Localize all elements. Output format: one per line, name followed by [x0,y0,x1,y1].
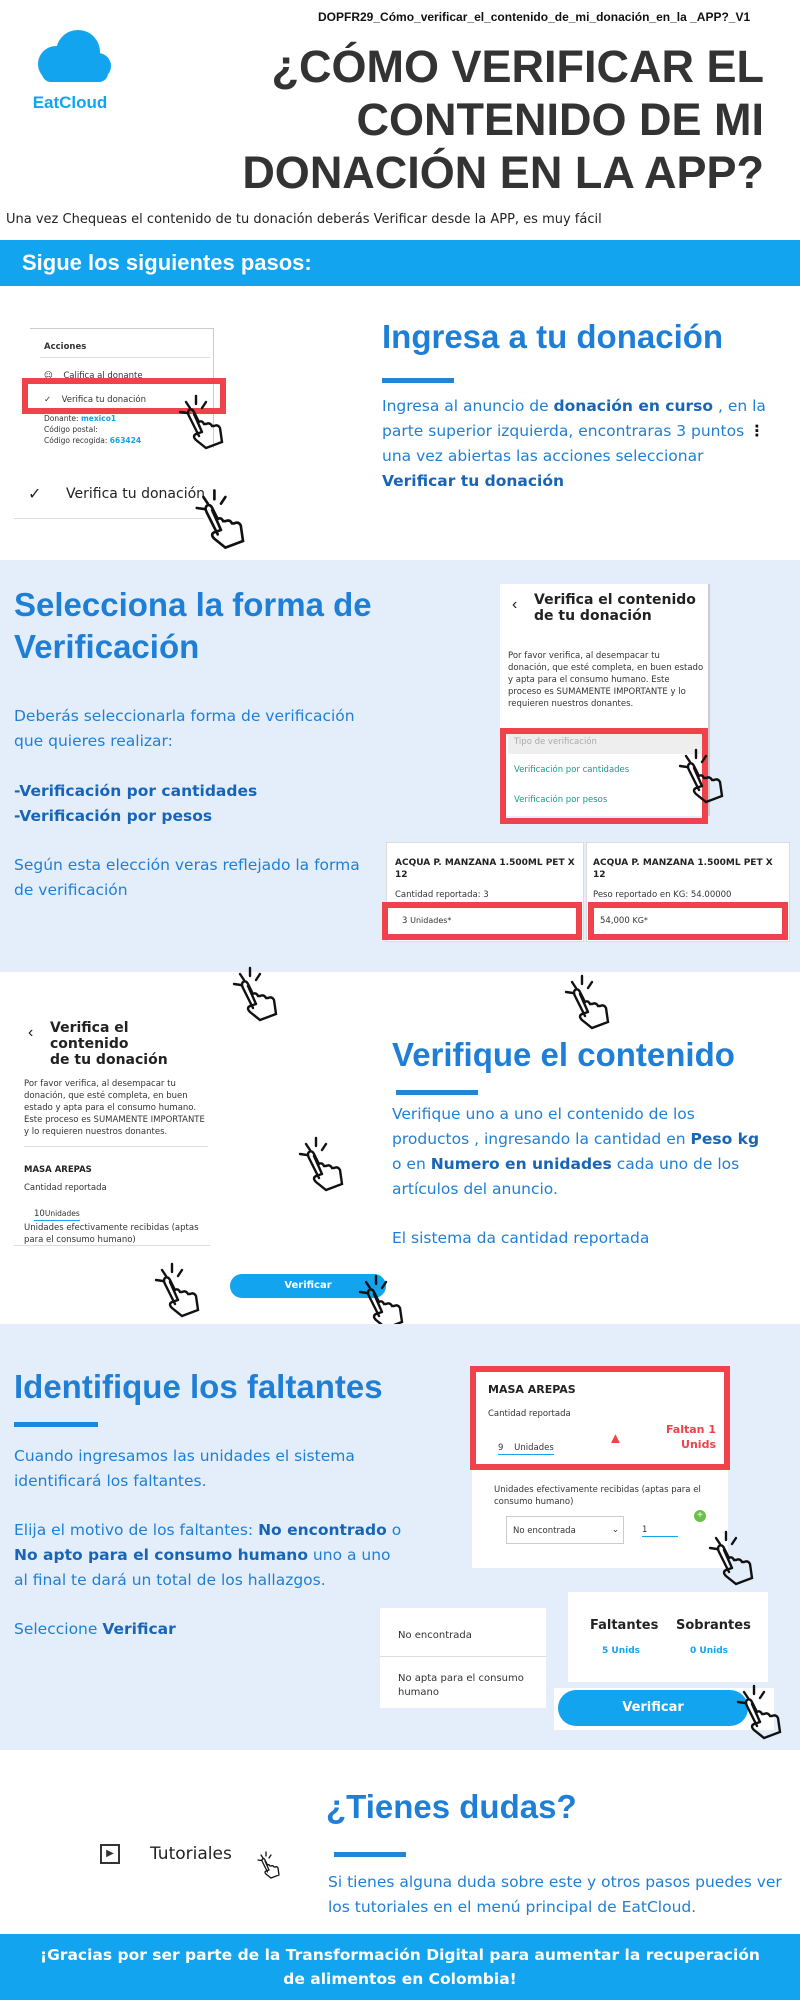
tap-hand-icon [352,1272,412,1332]
pickup-code-value: 663424 [109,436,142,445]
missing-total-label: Faltantes [590,1618,659,1633]
received-units-label: Unidades efectivamente recibidas (aptas para el consumo humano) [494,1485,701,1507]
verify-phone-screen-2 [14,996,210,1246]
footer-text [0,1943,800,1991]
verify-button-label: Verificar [284,1280,332,1291]
page-title [242,40,764,199]
step1-text: Ingresa al anuncio de donación en curso , en la parte superior izquierda, encontraras 3 puntos ⋮ una vez abiertas las acciones seleccionar Verificar tu donación [382,397,766,490]
tutorials-label: Tutoriales [150,1844,232,1864]
step4-text2: Elija el motivo de los faltantes: No encontrado o No apto para el consumo humano uno a uno al final te dará un total de los hallazgos. [14,1521,402,1589]
chevron-down-icon: ⌄ [611,1525,619,1535]
title-line-1: ¿CÓMO VERIFICAR EL [271,41,764,92]
step4-text3: Seleccione Verificar [14,1620,176,1638]
step4-text1: Cuando ingresamos las unidades el sistema identificará los faltantes. [14,1447,355,1490]
step4-section [0,1324,800,1750]
missing-quantity[interactable] [498,1442,554,1455]
tap-hand-icon [730,1682,790,1742]
reported-weight: Peso reportado en KG: 54.00000 [593,890,732,900]
footer-banner [0,1934,800,2000]
phone-desc: Por favor verifica, al desempacar tu donación, que esté completa, en buen estado y apta para el consumo humano. Este proceso es SUMAMENTE IMPORTANTE y lo requieren nuestros donantes. [24,1079,205,1137]
faq-section [0,1750,800,1934]
menu-divider [14,518,204,519]
add-reason-icon[interactable]: + [694,1510,706,1522]
eatcloud-logo [28,26,112,116]
tap-hand-icon [188,486,254,552]
donor-value: mexico1 [80,414,117,423]
steps-banner-text: Sigue los siguientes pasos: [22,250,312,275]
doc-code: DOPFR29_Cómo_verificar_el_contenido_de_mi_donación_en_la _APP?_V1 [318,10,751,24]
verify-button-label: Verificar [622,1700,684,1715]
logo-text: EatCloud [32,93,108,112]
step3-text: Verifique uno a uno el contenido de los productos , ingresando la cantidad en Peso kg o en Numero en unidades cada uno de los artículos del anuncio. El sistema da cantidad reportada [392,1102,772,1251]
verify-donation-label: Verifica tu donación [61,395,146,405]
reason-option-not-fit[interactable]: No apta para el consumo humano [398,1673,524,1698]
missing-count: Faltan 1 Unids [665,1423,716,1451]
check-big-icon: ✓ [28,486,42,503]
tap-hand-icon [292,1134,352,1194]
quantity-unit: Unidades [514,1443,554,1453]
title-line-2: CONTENIDO DE MI [356,94,764,145]
option-quantities: -Verificación por cantidades [14,782,258,800]
three-dots-icon: ⋮ [749,422,765,440]
quantity-value: 3 [402,916,408,926]
tap-hand-icon [226,964,286,1024]
option-weights: -Verificación por pesos [14,807,213,825]
option-weights-item[interactable]: Verificación por pesos [514,795,608,805]
smiley-icon: ☺ [44,371,53,381]
warning-icon: ▲ [608,1430,623,1447]
tap-hand-icon [672,746,732,806]
play-icon: ▶ [100,1844,120,1864]
faq-title: ¿Tienes dudas? [326,1788,577,1825]
step2-title [14,584,372,668]
step3-text2: El sistema da cantidad reportada [392,1229,650,1247]
tap-hand-icon [558,972,618,1032]
quantity-value: 10 [34,1209,45,1219]
cloud-icon [28,26,112,86]
received-units-label: Unidades efectivamente recibidas (aptas para el consumo humano) [24,1223,199,1245]
donor-info [44,413,141,446]
reason-select-value: No encontrada [513,1526,576,1536]
postal-code-label: Código postal: [44,425,98,434]
step3-title: Verifique el contenido [392,1036,735,1073]
step2-text [14,704,384,903]
pickup-code-label: Código recogida: [44,436,110,445]
reported-quantity: Cantidad reportada: 3 [395,890,489,900]
reported-quantity: Cantidad reportada [24,1183,107,1193]
step1-title-underline [382,378,454,383]
weight-value: 54,000 [600,916,630,926]
tap-hand-icon [254,1850,284,1880]
tap-hand-icon [702,1528,762,1588]
weight-input[interactable] [600,915,648,927]
option-quantities-item[interactable]: Verificación por cantidades [514,765,630,775]
surplus-total-label: Sobrantes [676,1618,751,1633]
missing-total-value: 5 Unids [602,1646,640,1656]
back-arrow-icon[interactable]: ‹ [512,596,518,613]
tutorials-item[interactable] [100,1842,280,1872]
phone-title: Verifica el contenido de tu donación [534,592,696,624]
step2-title-line2: Verificación [14,628,200,665]
verify-big-item[interactable] [14,482,204,508]
verification-type-placeholder: Tipo de verificación [514,737,597,747]
step2-section [0,560,800,972]
step1-section [0,286,800,560]
quantity-input[interactable] [34,1208,80,1221]
actions-divider [40,357,210,358]
faq-text: Si tienes alguna duda sobre este y otros pasos puedes ver los tutoriales en el menú principal de EatCloud. [328,1873,782,1916]
reason-dropdown [380,1608,546,1708]
phone-desc: Por favor verifica, al desempacar tu donación, que esté completa, en buen estado y apta para el consumo humano. Este proceso es SUMAMENTE IMPORTANTE y lo requieren nuestros donantes. [508,651,704,709]
step4-title-underline [14,1422,98,1427]
phone-title: Verifica el contenido de tu donación [50,1020,168,1068]
step2-text1: Deberás seleccionarla forma de verificación que quieres realizar: [14,707,355,750]
step3-title-underline [396,1090,478,1095]
footer-line1: ¡Gracias por ser parte de la Transformación Digital para aumentar la recuperación [40,1946,760,1964]
summary-card [568,1592,768,1682]
missing-reported: Cantidad reportada [488,1409,571,1419]
step4-title: Identifique los faltantes [14,1368,383,1405]
tap-hand-icon [148,1260,208,1320]
surplus-total-value: 0 Unids [690,1646,728,1656]
reason-select[interactable] [506,1516,624,1544]
product-name: MASA AREPAS [24,1165,92,1175]
faq-title-underline [334,1852,406,1857]
footer-line2: de alimentos en Colombia! [283,1970,517,1988]
quantity-unit: Unidades [44,1209,80,1218]
back-arrow-icon[interactable]: ‹ [28,1024,34,1041]
product-name: ACQUA P. MANZANA 1.500ML PET X 12 [593,858,773,880]
step2-title-line1: Selecciona la forma de [14,586,372,623]
verify-big-label: Verifica tu donación [66,486,206,502]
steps-banner [0,240,800,286]
quantity-unit: Unidades* [410,916,452,925]
check-icon: ✓ [44,395,52,405]
step1-title: Ingresa a tu donación [382,318,724,355]
actions-heading: Acciones [44,342,87,352]
quantity-value: 9 [498,1443,504,1453]
missing-qty-input[interactable]: 1 [642,1524,678,1537]
step4-text [14,1444,404,1642]
step3-section [0,972,800,1324]
donor-label: Donante: [44,414,81,423]
title-line-3: DONACIÓN EN LA APP? [242,147,764,198]
rate-donor-label: Califica al donante [63,371,143,381]
missing-product-name: MASA AREPAS [488,1383,576,1396]
intro-text: Una vez Chequeas el contenido de tu donación deberás Verificar desde la APP, es muy fácil [6,212,602,227]
weight-unit: KG* [632,916,648,925]
quantity-input[interactable] [402,915,451,927]
product-name: ACQUA P. MANZANA 1.500ML PET X 12 [395,858,575,880]
step2-text2: Según esta elección veras reflejado la forma de verificación [14,856,360,899]
reason-option-not-found[interactable]: No encontrada [398,1630,472,1641]
tap-hand-icon [172,392,232,452]
